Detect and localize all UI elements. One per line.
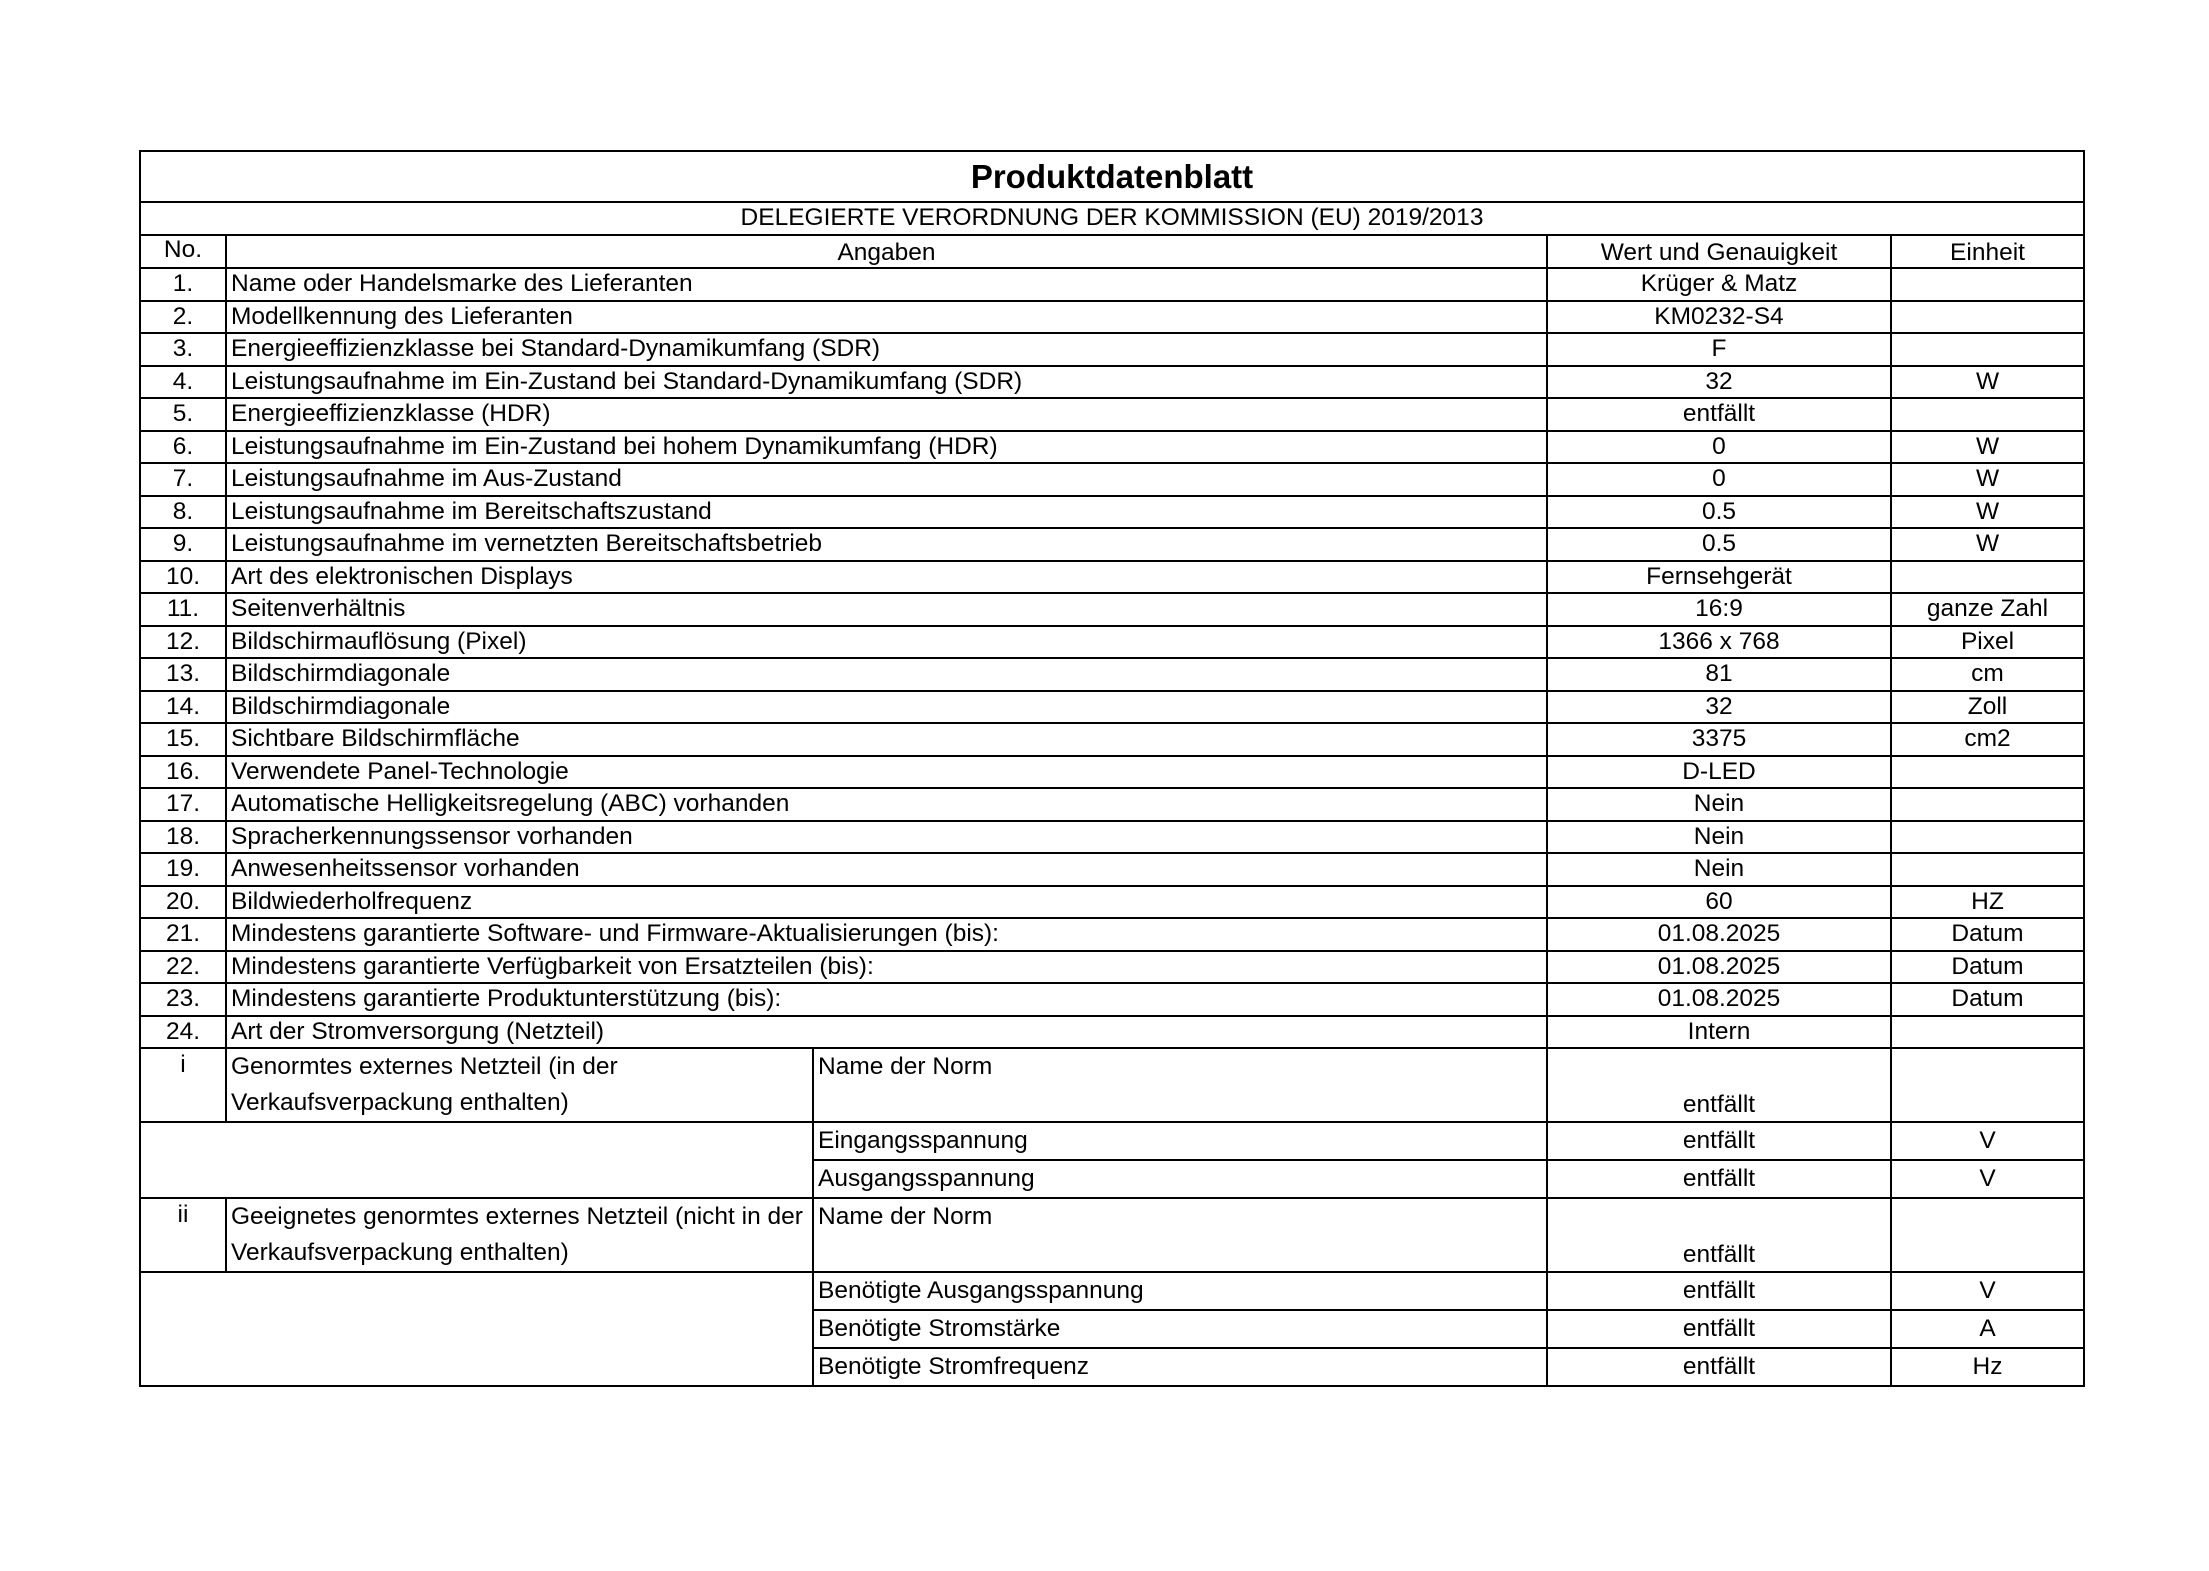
psu_ii-sub-label: Benötigte Stromfrequenz bbox=[813, 1348, 1547, 1386]
table-row bbox=[140, 983, 2084, 1016]
subtitle-row bbox=[140, 202, 2084, 235]
row-label: Bildschirmdiagonale bbox=[226, 658, 1547, 691]
row-unit: Datum bbox=[1891, 983, 2084, 1016]
row-value: Fernsehgerät bbox=[1547, 561, 1891, 594]
row-unit bbox=[1891, 333, 2084, 366]
row-label: Energieeffizienzklasse (HDR) bbox=[226, 398, 1547, 431]
row-label: Bildwiederholfrequenz bbox=[226, 886, 1547, 919]
row-label: Verwendete Panel-Technologie bbox=[226, 756, 1547, 789]
row-label: Spracherkennungssensor vorhanden bbox=[226, 821, 1547, 854]
row-label: Leistungsaufnahme im Ein-Zustand bei hohem Dynamikumfang (HDR) bbox=[226, 431, 1547, 464]
sheet-title: Produktdatenblatt bbox=[140, 151, 2084, 202]
row-number: 16. bbox=[140, 756, 226, 789]
row-label: Sichtbare Bildschirmfläche bbox=[226, 723, 1547, 756]
row-label: Leistungsaufnahme im vernetzten Bereitschaftsbetrieb bbox=[226, 528, 1547, 561]
row-unit bbox=[1891, 561, 2084, 594]
row-number: 3. bbox=[140, 333, 226, 366]
row-value: KM0232-S4 bbox=[1547, 301, 1891, 334]
row-value: 01.08.2025 bbox=[1547, 983, 1891, 1016]
table-row bbox=[140, 1016, 2084, 1049]
row-label: Art der Stromversorgung (Netzteil) bbox=[226, 1016, 1547, 1049]
row-value: 16:9 bbox=[1547, 593, 1891, 626]
row-number: 24. bbox=[140, 1016, 226, 1049]
psu_i-sub-unit bbox=[1891, 1048, 2084, 1122]
table-row bbox=[140, 658, 2084, 691]
table-row bbox=[140, 528, 2084, 561]
row-value: 60 bbox=[1547, 886, 1891, 919]
row-value: Krüger & Matz bbox=[1547, 268, 1891, 301]
psu_i-sub-label: Name der Norm bbox=[813, 1048, 1547, 1122]
row-unit: W bbox=[1891, 496, 2084, 529]
row-number: 4. bbox=[140, 366, 226, 399]
row-unit: Datum bbox=[1891, 951, 2084, 984]
row-number: 7. bbox=[140, 463, 226, 496]
row-value: D-LED bbox=[1547, 756, 1891, 789]
psu_ii-sub-unit: V bbox=[1891, 1272, 2084, 1310]
row-unit bbox=[1891, 268, 2084, 301]
row-value: Intern bbox=[1547, 1016, 1891, 1049]
row-label: Bildschirmauflösung (Pixel) bbox=[226, 626, 1547, 659]
table-row bbox=[140, 398, 2084, 431]
table-row bbox=[140, 918, 2084, 951]
psu_i-description: Genormtes externes Netzteil (in der Verkaufsverpackung enthalten) bbox=[226, 1048, 813, 1122]
row-unit bbox=[1891, 301, 2084, 334]
table-row bbox=[140, 268, 2084, 301]
row-unit: Pixel bbox=[1891, 626, 2084, 659]
row-unit bbox=[1891, 788, 2084, 821]
row-value: 0 bbox=[1547, 463, 1891, 496]
row-value: 01.08.2025 bbox=[1547, 918, 1891, 951]
title-row bbox=[140, 151, 2084, 202]
row-number: 19. bbox=[140, 853, 226, 886]
psu_i-sub-unit: V bbox=[1891, 1160, 2084, 1198]
psu_ii-row bbox=[140, 1272, 2084, 1310]
row-label: Seitenverhältnis bbox=[226, 593, 1547, 626]
row-label: Leistungsaufnahme im Bereitschaftszustand bbox=[226, 496, 1547, 529]
row-label: Mindestens garantierte Produktunterstützung (bis): bbox=[226, 983, 1547, 1016]
row-unit bbox=[1891, 1016, 2084, 1049]
row-label: Mindestens garantierte Verfügbarkeit von Ersatzteilen (bis): bbox=[226, 951, 1547, 984]
psu_ii-sub-label: Benötigte Stromstärke bbox=[813, 1310, 1547, 1348]
row-value: Nein bbox=[1547, 853, 1891, 886]
row-label: Name oder Handelsmarke des Lieferanten bbox=[226, 268, 1547, 301]
header-angaben: Angaben bbox=[226, 235, 1547, 268]
row-value: 0.5 bbox=[1547, 528, 1891, 561]
row-label: Leistungsaufnahme im Ein-Zustand bei Standard-Dynamikumfang (SDR) bbox=[226, 366, 1547, 399]
table-row bbox=[140, 886, 2084, 919]
row-unit: cm bbox=[1891, 658, 2084, 691]
psu_i-sub-label: Ausgangsspannung bbox=[813, 1160, 1547, 1198]
row-number: 21. bbox=[140, 918, 226, 951]
table-row bbox=[140, 626, 2084, 659]
row-number: 1. bbox=[140, 268, 226, 301]
row-unit: W bbox=[1891, 528, 2084, 561]
row-value: Nein bbox=[1547, 821, 1891, 854]
row-number: 10. bbox=[140, 561, 226, 594]
psu_ii-row bbox=[140, 1198, 2084, 1272]
row-number: 11. bbox=[140, 593, 226, 626]
row-number: 8. bbox=[140, 496, 226, 529]
row-number: 22. bbox=[140, 951, 226, 984]
row-unit: Datum bbox=[1891, 918, 2084, 951]
psu_i-row bbox=[140, 1048, 2084, 1122]
table-row bbox=[140, 788, 2084, 821]
table-row bbox=[140, 593, 2084, 626]
table-row bbox=[140, 691, 2084, 724]
row-value: 32 bbox=[1547, 691, 1891, 724]
row-label: Mindestens garantierte Software- und Firmware-Aktualisierungen (bis): bbox=[226, 918, 1547, 951]
psu_i-sub-value: entfällt bbox=[1547, 1122, 1891, 1160]
header-wert: Wert und Genauigkeit bbox=[1547, 235, 1891, 268]
row-value: 0.5 bbox=[1547, 496, 1891, 529]
row-unit: W bbox=[1891, 463, 2084, 496]
table-row bbox=[140, 561, 2084, 594]
row-label: Automatische Helligkeitsregelung (ABC) vorhanden bbox=[226, 788, 1547, 821]
table-row bbox=[140, 853, 2084, 886]
row-label: Art des elektronischen Displays bbox=[226, 561, 1547, 594]
row-number: 9. bbox=[140, 528, 226, 561]
row-value: 1366 x 768 bbox=[1547, 626, 1891, 659]
psu_ii-sub-value: entfällt bbox=[1547, 1310, 1891, 1348]
table-row bbox=[140, 431, 2084, 464]
row-unit: Zoll bbox=[1891, 691, 2084, 724]
row-unit: cm2 bbox=[1891, 723, 2084, 756]
psu_ii-sub-unit: Hz bbox=[1891, 1348, 2084, 1386]
psu_ii-blank-cell bbox=[140, 1272, 813, 1386]
psu_ii-number: ii bbox=[140, 1198, 226, 1272]
header-no: No. bbox=[140, 235, 226, 268]
row-label: Bildschirmdiagonale bbox=[226, 691, 1547, 724]
row-unit bbox=[1891, 821, 2084, 854]
header-einheit: Einheit bbox=[1891, 235, 2084, 268]
psu_ii-sub-unit: A bbox=[1891, 1310, 2084, 1348]
psu_ii-sub-label: Name der Norm bbox=[813, 1198, 1547, 1272]
row-value: entfällt bbox=[1547, 398, 1891, 431]
row-unit bbox=[1891, 398, 2084, 431]
psu_i-sub-label: Eingangsspannung bbox=[813, 1122, 1547, 1160]
row-unit: HZ bbox=[1891, 886, 2084, 919]
row-value: F bbox=[1547, 333, 1891, 366]
psu_ii-sub-value: entfällt bbox=[1547, 1272, 1891, 1310]
table-row bbox=[140, 756, 2084, 789]
row-number: 23. bbox=[140, 983, 226, 1016]
row-unit: ganze Zahl bbox=[1891, 593, 2084, 626]
row-label: Modellkennung des Lieferanten bbox=[226, 301, 1547, 334]
row-unit: W bbox=[1891, 366, 2084, 399]
row-number: 2. bbox=[140, 301, 226, 334]
psu_ii-sub-label: Benötigte Ausgangsspannung bbox=[813, 1272, 1547, 1310]
psu_i-number: i bbox=[140, 1048, 226, 1122]
row-label: Leistungsaufnahme im Aus-Zustand bbox=[226, 463, 1547, 496]
row-value: Nein bbox=[1547, 788, 1891, 821]
row-number: 5. bbox=[140, 398, 226, 431]
row-number: 12. bbox=[140, 626, 226, 659]
row-value: 0 bbox=[1547, 431, 1891, 464]
row-value: 3375 bbox=[1547, 723, 1891, 756]
table-row bbox=[140, 821, 2084, 854]
row-number: 18. bbox=[140, 821, 226, 854]
row-number: 17. bbox=[140, 788, 226, 821]
psu_i-sub-unit: V bbox=[1891, 1122, 2084, 1160]
table-row bbox=[140, 463, 2084, 496]
psu_ii-sub-value: entfällt bbox=[1547, 1348, 1891, 1386]
header-row bbox=[140, 235, 2084, 268]
table-row bbox=[140, 366, 2084, 399]
table-row bbox=[140, 496, 2084, 529]
row-unit bbox=[1891, 756, 2084, 789]
row-number: 6. bbox=[140, 431, 226, 464]
row-value: 01.08.2025 bbox=[1547, 951, 1891, 984]
product-data-sheet-table bbox=[139, 150, 2085, 1387]
row-value: 81 bbox=[1547, 658, 1891, 691]
table-row bbox=[140, 723, 2084, 756]
row-label: Energieeffizienzklasse bei Standard-Dynamikumfang (SDR) bbox=[226, 333, 1547, 366]
psu_ii-description: Geeignetes genormtes externes Netzteil (nicht in der Verkaufsverpackung enthalten) bbox=[226, 1198, 813, 1272]
psu_i-sub-value: entfällt bbox=[1547, 1160, 1891, 1198]
row-value: 32 bbox=[1547, 366, 1891, 399]
row-unit bbox=[1891, 853, 2084, 886]
row-label: Anwesenheitssensor vorhanden bbox=[226, 853, 1547, 886]
row-number: 13. bbox=[140, 658, 226, 691]
psu_i-sub-value: entfällt bbox=[1547, 1048, 1891, 1122]
table-row bbox=[140, 301, 2084, 334]
row-unit: W bbox=[1891, 431, 2084, 464]
psu_i-row bbox=[140, 1122, 2084, 1160]
psu_ii-sub-unit bbox=[1891, 1198, 2084, 1272]
table-row bbox=[140, 951, 2084, 984]
psu_ii-sub-value: entfällt bbox=[1547, 1198, 1891, 1272]
table-row bbox=[140, 333, 2084, 366]
row-number: 14. bbox=[140, 691, 226, 724]
regulation-subtitle: DELEGIERTE VERORDNUNG DER KOMMISSION (EU) 2019/2013 bbox=[140, 202, 2084, 235]
row-number: 15. bbox=[140, 723, 226, 756]
row-number: 20. bbox=[140, 886, 226, 919]
psu_i-blank-cell bbox=[140, 1122, 813, 1198]
